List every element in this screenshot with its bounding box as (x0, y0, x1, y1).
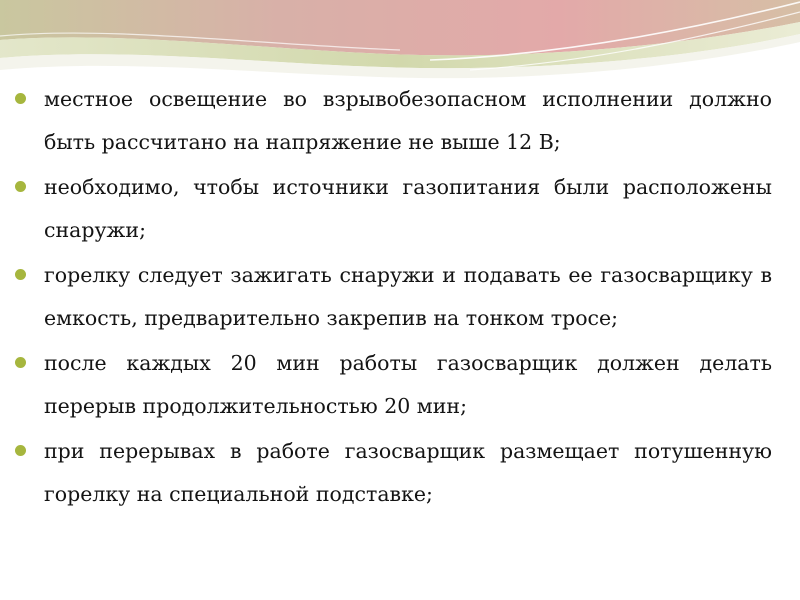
bullet-text: горелку следует зажигать снаружи и подавать ее газосварщику в емкость, предварительно закрепив на тонком тросе; (44, 263, 772, 330)
bullet-item-burner-ignition (12, 254, 772, 340)
bullet-item-burner-stand (12, 430, 772, 516)
bullet-text: после каждых 20 мин работы газосварщик должен делать перерыв продолжительностью 20 мин; (44, 351, 772, 418)
bullet-text: местное освещение во взрывобезопасном исполнении должно быть рассчитано на напряжение не выше 12 В; (44, 87, 772, 154)
bullet-text: при перерывах в работе газосварщик размещает потушенную горелку на специальной подставке; (44, 439, 772, 506)
bullet-list (12, 78, 772, 516)
header-decoration (0, 0, 800, 90)
bullet-item-lighting (12, 78, 772, 164)
bullet-dot-icon (15, 445, 26, 456)
bullet-dot-icon (15, 181, 26, 192)
bullet-dot-icon (15, 269, 26, 280)
bullet-item-work-breaks (12, 342, 772, 428)
bullet-text: необходимо, чтобы источники газопитания были расположены снаружи; (44, 175, 772, 242)
slide-content (12, 78, 772, 518)
bullet-item-gas-sources (12, 166, 772, 252)
bullet-dot-icon (15, 93, 26, 104)
bullet-dot-icon (15, 357, 26, 368)
